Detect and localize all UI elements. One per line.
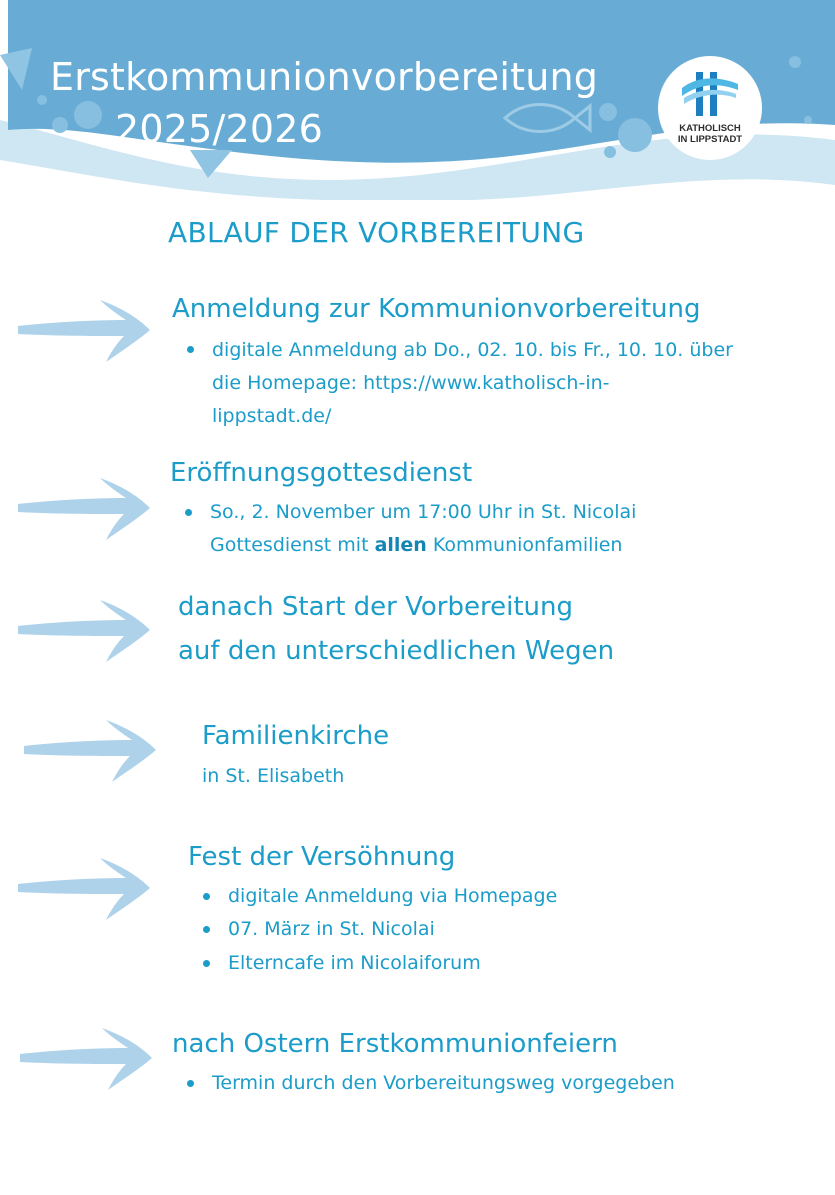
logo-text-line1: KATHOLISCH: [679, 123, 741, 134]
header-title-line1: Erstkommunionvorbereitung: [50, 55, 599, 99]
step-anmeldung-line2: die Homepage: https://www.katholisch-in-: [212, 372, 610, 394]
step-start-heading-line2: auf den unterschiedlichen Wegen: [178, 636, 615, 666]
bullet-dot: [203, 926, 210, 933]
arrow-right-icon: [16, 1026, 156, 1092]
arrow-right-icon: [14, 298, 154, 364]
bullet-dot: [203, 893, 210, 900]
arrow-right-icon: [14, 476, 154, 542]
step-versoehnung-bullet1: digitale Anmeldung via Homepage: [228, 885, 558, 907]
bullet-dot: [185, 509, 192, 516]
logo-text-line2: IN LIPPSTADT: [677, 134, 743, 145]
arrow-right-icon: [14, 856, 154, 922]
line2-text-after: Kommunionfamilien: [426, 534, 623, 556]
step-familienkirche-heading: Familienkirche: [202, 721, 390, 751]
katholisch-logo: [658, 56, 762, 160]
arrow-right-icon: [14, 598, 154, 664]
step-versoehnung-bullet3: Elterncafe im Nicolaiforum: [228, 952, 481, 974]
bullet-dot: [203, 960, 210, 967]
step-eroeffnung-line2: [210, 529, 622, 562]
line2-text-before: Gottesdienst mit: [210, 534, 375, 556]
bullet-dot: [187, 346, 194, 353]
step-eroeffnung-line1: So., 2. November um 17:00 Uhr in St. Nicolai: [210, 501, 637, 523]
step-eroeffnung-heading: Eröffnungsgottesdienst: [170, 458, 473, 488]
step-start-heading-line1: danach Start der Vorbereitung: [178, 592, 573, 622]
step-anmeldung-line3: lippstadt.de/: [212, 405, 332, 427]
arrow-right-icon: [20, 718, 160, 784]
step-versoehnung-heading: Fest der Versöhnung: [188, 842, 456, 872]
cross-wave-icon: [680, 68, 740, 118]
line2-bold-word: allen: [374, 534, 427, 556]
step-anmeldung-heading: Anmeldung zur Kommunionvorbereitung: [172, 294, 701, 324]
bullet-dot: [187, 1080, 194, 1087]
step-anmeldung-line1: digitale Anmeldung ab Do., 02. 10. bis Fr., 10. 10. über: [212, 339, 733, 361]
header-title-line2: 2025/2026: [115, 107, 324, 151]
header-banner: [0, 0, 835, 200]
step-erstkommunion-heading: nach Ostern Erstkommunionfeiern: [172, 1029, 618, 1059]
step-familienkirche-sub: in St. Elisabeth: [202, 765, 345, 787]
step-versoehnung-bullet2: 07. März in St. Nicolai: [228, 918, 435, 940]
step-erstkommunion-bullet1: Termin durch den Vorbereitungsweg vorgegeben: [212, 1072, 675, 1094]
section-title: ABLAUF DER VORBEREITUNG: [168, 216, 585, 249]
